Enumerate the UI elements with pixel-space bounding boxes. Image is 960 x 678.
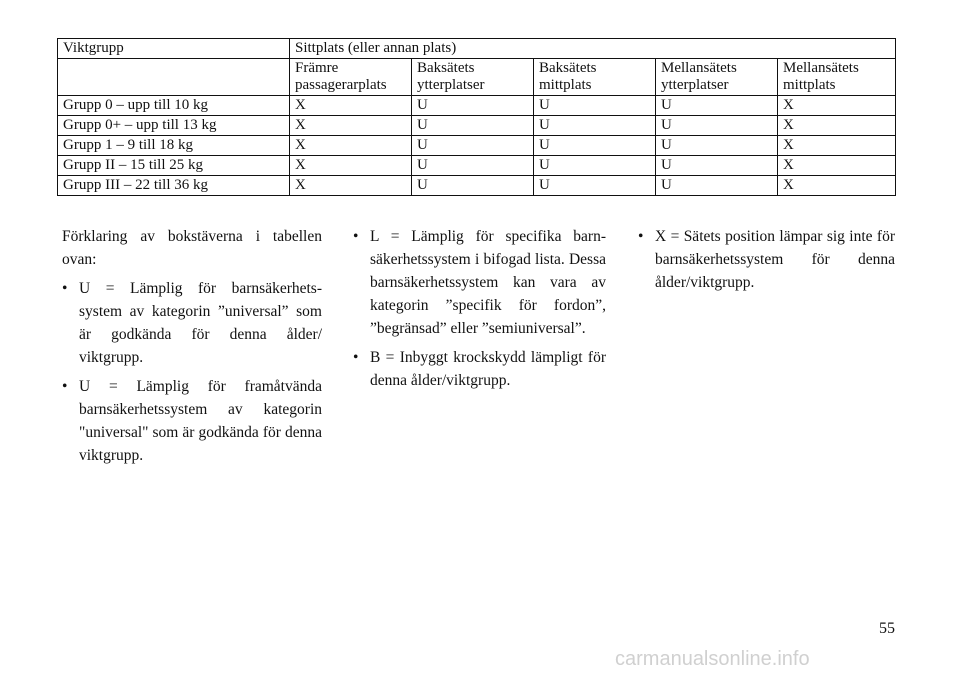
- text-column-3: [638, 225, 895, 294]
- table-cell: X: [290, 136, 412, 156]
- table-cell: X: [290, 176, 412, 196]
- table-cell: U: [656, 116, 778, 136]
- header-front-passenger: Främre passagerarplats: [290, 59, 412, 96]
- table-cell: X: [778, 96, 896, 116]
- table-cell: X: [778, 116, 896, 136]
- table-cell: X: [290, 96, 412, 116]
- page-number: 55: [879, 620, 895, 637]
- table-cell: X: [778, 176, 896, 196]
- child-seat-table: [57, 38, 896, 196]
- table-cell: U: [656, 176, 778, 196]
- text-column-1: [62, 225, 322, 467]
- weight-group-cell: Grupp II – 15 till 25 kg: [58, 156, 290, 176]
- header-middle-outboard: Mellansätets ytterplatser: [656, 59, 778, 96]
- table-subheader-row: [58, 59, 896, 96]
- legend-intro: Förklaring av bokstäverna i tabellen ovan:: [62, 228, 322, 268]
- table-cell: U: [656, 96, 778, 116]
- bullet-icon: •: [62, 280, 68, 297]
- table-row: [58, 156, 896, 176]
- table-cell: U: [534, 176, 656, 196]
- legend-item-b: [353, 346, 606, 392]
- weight-group-cell: Grupp 0+ – upp till 13 kg: [58, 116, 290, 136]
- header-middle-center: Mellansätets mittplats: [778, 59, 896, 96]
- weight-group-cell: Grupp 0 – upp till 10 kg: [58, 96, 290, 116]
- table-header-row: [58, 39, 896, 59]
- legend-item-x: [638, 225, 895, 294]
- bullet-icon: •: [353, 228, 359, 245]
- table-cell: U: [534, 156, 656, 176]
- table-cell: U: [412, 176, 534, 196]
- header-empty-cell: [58, 59, 290, 96]
- legend-item-text: L = Lämplig för specifika barn- säkerhetssystem i bifogad lista. Dessa barnsäkerhetssystem kan vara av kategorin ”specifik för fordon”, ”begränsad” eller ”semiuniversal”.: [370, 228, 606, 337]
- text-column-2: [353, 225, 606, 392]
- legend-item-text: U = Lämplig för barnsäkerhets- system av kategorin ”universal” som är godkända för denna ålder/ viktgrupp.: [79, 280, 322, 366]
- table-row: [58, 116, 896, 136]
- legend-item-text: U = Lämplig för framåtvända barnsäkerhetssystem av kategorin "universal" som är godkända för denna viktgrupp.: [79, 378, 322, 464]
- bullet-icon: •: [353, 349, 359, 366]
- table-cell: X: [778, 136, 896, 156]
- table-cell: U: [412, 96, 534, 116]
- header-rear-center: Baksätets mittplats: [534, 59, 656, 96]
- table-row: [58, 96, 896, 116]
- header-weight-group: Viktgrupp: [58, 39, 290, 59]
- weight-group-cell: Grupp 1 – 9 till 18 kg: [58, 136, 290, 156]
- footer-watermark: carmanualsonline.info: [615, 648, 810, 670]
- table-cell: U: [412, 156, 534, 176]
- header-seat-position: Sittplats (eller annan plats): [290, 39, 896, 59]
- table-cell: U: [656, 156, 778, 176]
- table-cell: X: [290, 156, 412, 176]
- table-row: [58, 136, 896, 156]
- legend-item-l: [353, 225, 606, 340]
- table-cell: U: [412, 136, 534, 156]
- legend-item-text: X = Sätets position lämpar sig inte för barnsäkerhetssystem för denna ålder/viktgrupp.: [655, 228, 895, 291]
- table-cell: X: [290, 116, 412, 136]
- table-row: [58, 176, 896, 196]
- weight-group-cell: Grupp III – 22 till 36 kg: [58, 176, 290, 196]
- legend-item-u-forward-facing: [62, 375, 322, 467]
- bullet-icon: •: [638, 228, 644, 245]
- table-cell: U: [656, 136, 778, 156]
- bullet-icon: •: [62, 378, 68, 395]
- header-rear-outboard: Baksätets ytterplatser: [412, 59, 534, 96]
- table-cell: U: [412, 116, 534, 136]
- legend-item-text: B = Inbyggt krockskydd lämpligt för denna ålder/viktgrupp.: [370, 349, 606, 389]
- legend-item-u-universal: [62, 277, 322, 369]
- table-cell: U: [534, 116, 656, 136]
- table-cell: U: [534, 136, 656, 156]
- table-cell: U: [534, 96, 656, 116]
- table-cell: X: [778, 156, 896, 176]
